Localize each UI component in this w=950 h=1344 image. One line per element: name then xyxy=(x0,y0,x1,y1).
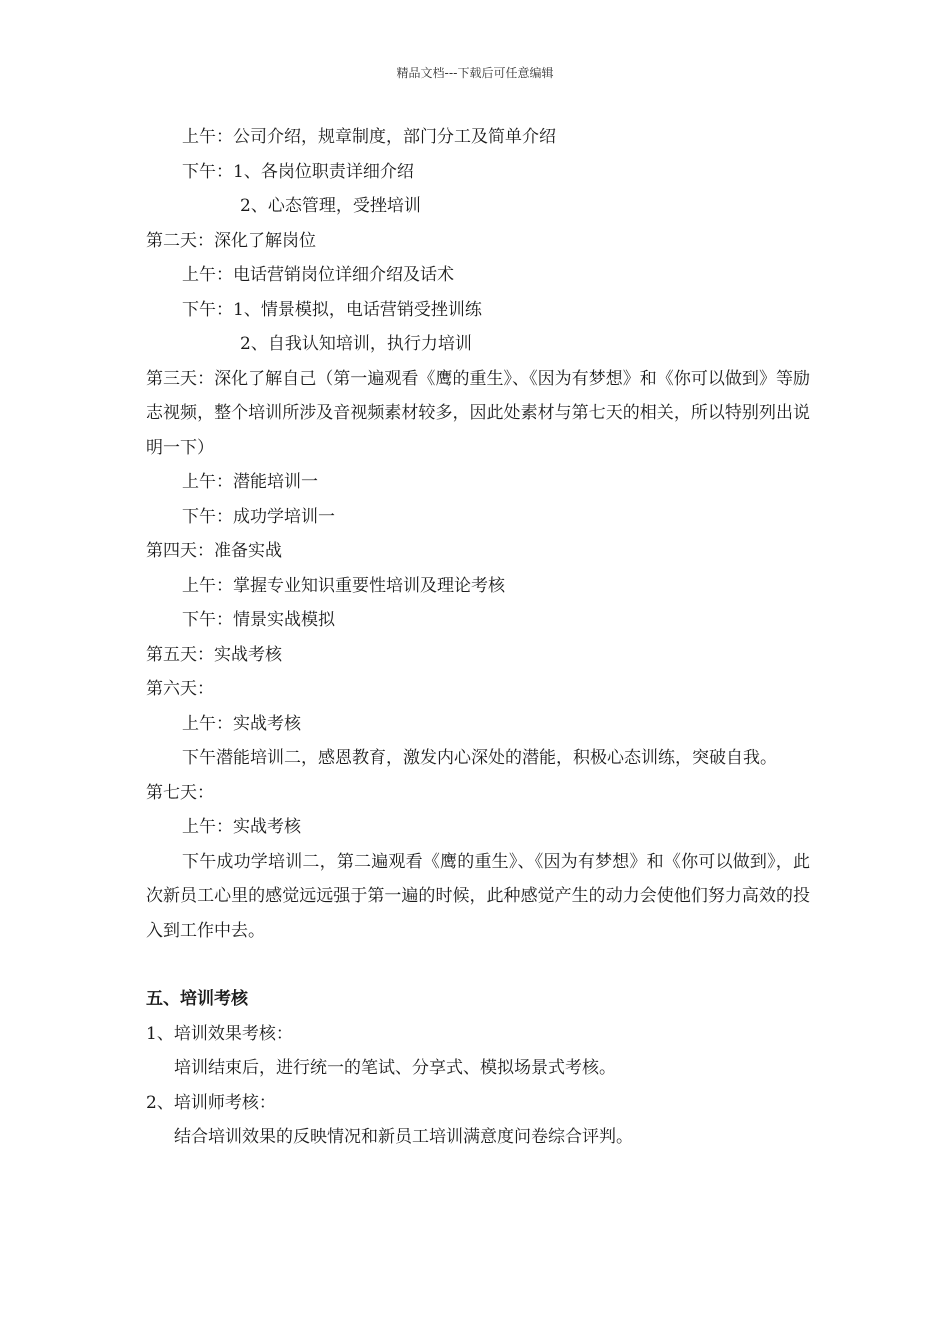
day7-morning: 上午：实战考核 xyxy=(182,817,301,837)
day2-title: 第二天：深化了解岗位 xyxy=(146,230,316,251)
day2-morning: 上午：电话营销岗位详细介绍及话术 xyxy=(182,265,454,285)
day6-title: 第六天： xyxy=(146,679,214,699)
day2-afternoon-1: 下午：1、情景模拟，电话营销受挫训练 xyxy=(182,299,482,320)
day4-morning: 上午：掌握专业知识重要性培训及理论考核 xyxy=(182,575,505,596)
page-header: 精品文档---下载后可任意编辑 xyxy=(396,66,554,80)
document-body xyxy=(146,120,810,1155)
day3-title: 第三天：深化了解自己（第一遍观看《鹰的重生》、《因为有梦想》和《你可以做到》等励志视频，整个培训所涉及音视频素材较多，因此处素材与第七天的相关，所以特别列出说明一下） xyxy=(146,368,810,458)
assessment-item-1-title: 1、培训效果考核： xyxy=(146,1023,293,1044)
assessment-item-1-body: 培训结束后，进行统一的笔试、分享式、模拟场景式考核。 xyxy=(174,1058,616,1078)
day7-afternoon: 下午成功学培训二，第二遍观看《鹰的重生》、《因为有梦想》和《你可以做到》，此次新员工心里的感觉远远强于第一遍的时候，此种感觉产生的动力会使他们努力高效的投入到工作中去。 xyxy=(146,851,810,941)
day3-afternoon: 下午：成功学培训一 xyxy=(182,506,335,527)
day1-morning: 上午：公司介绍，规章制度，部门分工及简单介绍 xyxy=(182,127,556,147)
assessment-item-2-title: 2、培训师考核： xyxy=(146,1092,276,1113)
day5-title: 第五天：实战考核 xyxy=(146,644,282,665)
section-heading: 五、培训考核 xyxy=(146,989,248,1009)
section-gap xyxy=(146,948,810,982)
day1-afternoon-2: 2、心态管理，受挫培训 xyxy=(240,196,421,216)
day2-afternoon-2: 2、自我认知培训，执行力培训 xyxy=(240,334,472,354)
day4-afternoon: 下午：情景实战模拟 xyxy=(182,610,335,630)
day4-title: 第四天：准备实战 xyxy=(146,541,282,561)
day1-afternoon-1: 下午：1、各岗位职责详细介绍 xyxy=(182,161,414,182)
day3-morning: 上午：潜能培训一 xyxy=(182,472,318,492)
day6-afternoon: 下午潜能培训二，感恩教育，激发内心深处的潜能，积极心态训练，突破自我。 xyxy=(182,748,777,768)
assessment-item-2-body: 结合培训效果的反映情况和新员工培训满意度问卷综合评判。 xyxy=(174,1127,633,1147)
day7-title: 第七天： xyxy=(146,782,214,803)
day6-morning: 上午：实战考核 xyxy=(182,713,301,734)
